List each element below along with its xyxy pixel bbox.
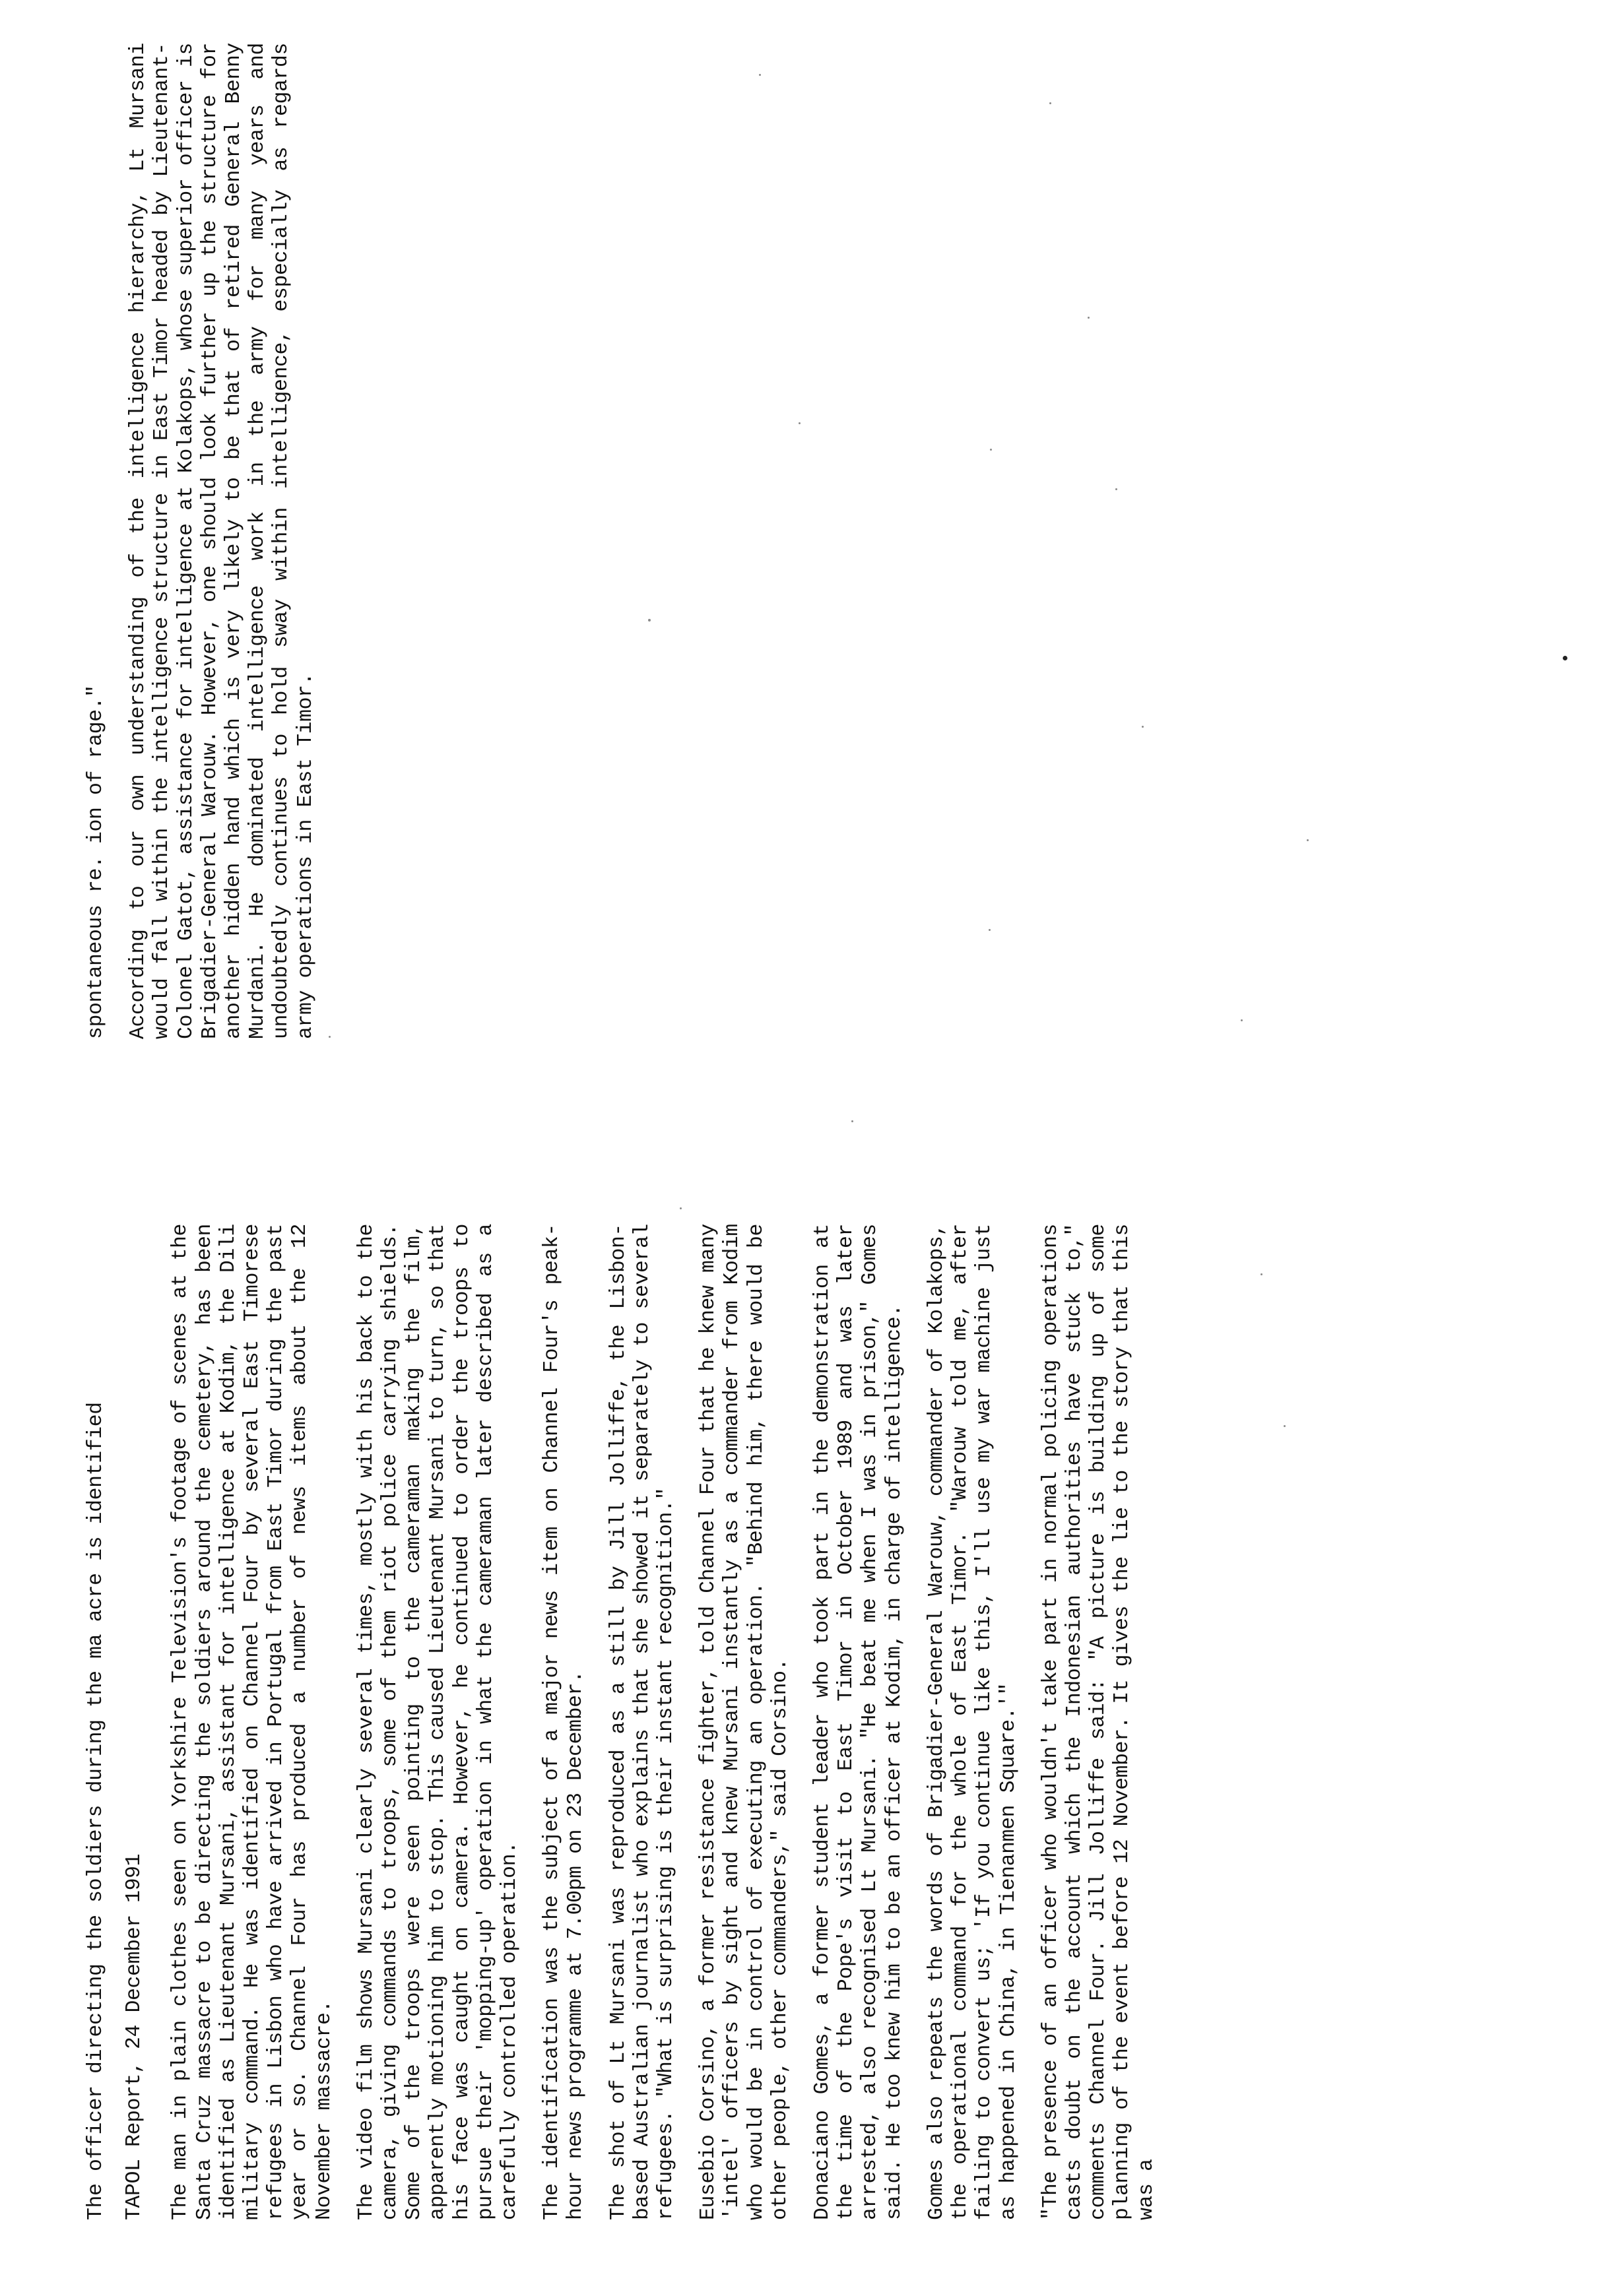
scan-speck — [759, 74, 761, 76]
source-dateline: TAPOL Report, 24 December 1991 — [123, 1853, 147, 2220]
left-column — [84, 1224, 1177, 2220]
right-column — [84, 43, 337, 1039]
paragraph: Donaciano Gomes, a former student leader who took part in the demonstration at the time of the Pope's visit to East Timor in October 1989 and was later arrested, also recognised Lt Mursani. "He beat me when I was in prison," Gomes said. He too knew him to be an officer at Kodim, in charge of intelligence. — [811, 1224, 906, 2220]
paragraph: "The presence of an officer who wouldn't take part in normal policing operations casts doubt on the account which the Indonesian authorities have stuck to," comments Channel Four. Jill Jolliffe said: "A picture is building up of some planning of the event before 12 November. It gives the lie to the story that this was a — [1039, 1224, 1158, 2220]
paragraph: The shot of Lt Mursani was reproduced as a still by Jill Jolliffe, the Lisbon-based Australian journalist who explains that she showed it separately to several refugees. "What is surprising is their instant recognition." — [606, 1224, 678, 2220]
scan-speck — [1049, 102, 1051, 104]
scan-speck — [329, 1036, 331, 1038]
scan-speck — [851, 1120, 853, 1122]
paragraph: The identification was the subject of a major news item on Channel Four's peak-hour news programme at 7.00pm on 23 December. — [540, 1224, 588, 2220]
scan-speck — [989, 929, 991, 931]
scan-speck — [1261, 1273, 1262, 1275]
scan-speck — [1115, 488, 1117, 490]
paragraph: spontaneous re. ion of rage." — [84, 685, 108, 1039]
article-headline: The officer directing the soldiers during the ma acre is identified — [84, 1402, 108, 2220]
paragraph: Gomes also repeats the words of Brigadier-General Warouw, commander of Kolakops, the operational command for the whole of East Timor. "Warouw told me, after failing to convert us; 'If you continue like this, I'll use my war machine just as happened in China, in Tienanmen Square.'" — [925, 1224, 1020, 2220]
scan-speck — [680, 1207, 682, 1209]
scan-speck — [1563, 656, 1567, 660]
paragraph: Eusebio Corsino, a former resistance fighter, told Channel Four that he knew many 'intel' officers by sight and knew Mursani instantly as a commander from Kodim who would be in control of executing an operation. "Behind him, there would be other people, other commanders," said Corsino. — [697, 1224, 792, 2220]
scan-speck — [1088, 317, 1090, 319]
paragraph: According to our own understanding of the intelligence hierarchy, Lt Mursani would fall within the intelligence structure in East Timor headed by Lieutenant-Colonel Gatot, assistance for intelligence at Kolakops, whose superior officer is Brigadier-General Warouw. However, one should look further up the structure for another hidden hand which is very likely to be that of retired General Benny Murdani. He dominated intelligence work in the army for many years and undoubtedly continues to hold sway within intelligence, especially as regards army operations in East Timor. — [127, 43, 317, 1039]
scan-speck — [1307, 839, 1309, 841]
scan-speck — [648, 619, 651, 622]
scan-speck — [990, 449, 992, 451]
scan-speck — [1142, 726, 1144, 728]
paragraph: The video film shows Mursani clearly several times, mostly with his back to the camera, giving commands to troops, some of them riot police carrying shields. Some of the troops were seen pointing to the cameraman making the film, apparently motioning him to stop. This caused Lieutenant Mursani to turn, so that his face was caught on camera. However, he continued to order the troops to pursue their 'mopping-up' operation in what the cameraman later described as a carefully controlled operation. — [354, 1224, 522, 2220]
paragraph: The man in plain clothes seen on Yorkshire Television's footage of scenes at the Santa Cruz massacre to be directing the soldiers around the cemetery, has been identified as Lieutenant Mursani, assistant for intelligence at Kodim, the Dili military command. He was identified on Channel Four by several East Timorese refugees in Lisbon who have arrived in Portugal from East Timor during the past year or so. Channel Four has produced a number of news items about the 12 November massacre. — [169, 1224, 336, 2220]
scan-speck — [1284, 1425, 1286, 1427]
scan-speck — [1241, 1019, 1243, 1021]
scan-speck — [799, 422, 801, 424]
